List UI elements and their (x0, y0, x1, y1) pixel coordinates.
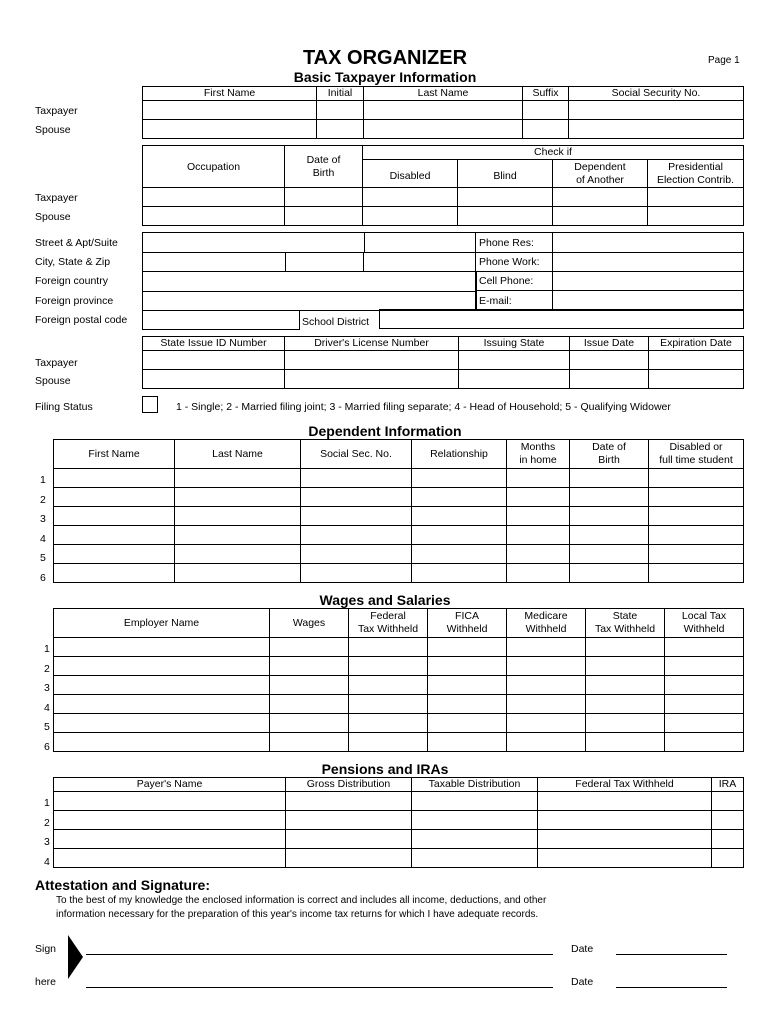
street-label: Street & Apt/Suite (35, 237, 118, 249)
row-number: 3 (44, 682, 50, 694)
header-text: Tax Withheld (594, 623, 656, 635)
wages-header-row (54, 609, 744, 638)
phone-res-field[interactable] (553, 233, 742, 251)
col-suffix: Suffix (523, 87, 569, 101)
signature-line-1[interactable] (86, 954, 553, 955)
city-label: City, State & Zip (35, 256, 111, 268)
header-text: Withheld (683, 623, 725, 635)
header-text: Date of (592, 441, 626, 453)
table-row (54, 488, 744, 507)
table-row (54, 469, 744, 488)
dob-line2: Birth (312, 166, 335, 179)
date-line-2[interactable] (616, 987, 727, 988)
dependent-line2: of Another (576, 173, 624, 186)
spouse-last-name-field[interactable] (364, 120, 523, 139)
foreign-postal-field[interactable] (142, 310, 300, 330)
table-row (54, 695, 744, 714)
header-text: full time student (659, 454, 733, 466)
table-row (54, 792, 744, 811)
row-number: 4 (40, 532, 46, 545)
taxpayer-issue-date-field[interactable] (570, 351, 649, 370)
taxpayer-initial-field[interactable] (317, 101, 364, 120)
taxpayer-disabled-field[interactable] (363, 188, 458, 207)
header-text: FICA (455, 610, 479, 622)
dependents-header-col-6 (649, 440, 744, 469)
row-number: 1 (44, 797, 50, 809)
header-text: Tax Withheld (357, 623, 419, 635)
foreign-country-label: Foreign country (35, 275, 108, 287)
street-field[interactable] (142, 232, 365, 253)
attestation-title: Attestation and Signature: (35, 877, 211, 893)
state-field[interactable] (284, 252, 364, 272)
col-issue-date: Issue Date (570, 337, 649, 351)
filing-status-label: Filing Status (35, 401, 93, 413)
col-issuing-state: Issuing State (459, 337, 570, 351)
wages-header-col-6 (665, 609, 744, 638)
row-label-taxpayer-3: Taxpayer (35, 357, 78, 369)
row-number: 1 (44, 643, 50, 655)
spouse-issuing-state-field[interactable] (459, 370, 570, 389)
col-presidential (648, 160, 744, 188)
table-row (54, 657, 744, 676)
header-text: IRA (718, 778, 737, 790)
foreign-postal-label: Foreign postal code (35, 314, 128, 326)
row-label-spouse: Spouse (35, 124, 71, 136)
date-label-2: Date (571, 976, 594, 988)
spouse-disabled-field[interactable] (363, 207, 458, 226)
pensions-header-col-2 (412, 778, 538, 792)
header-text: Birth (598, 454, 620, 466)
spouse-ssn-field[interactable] (569, 120, 744, 139)
wages-header-col-2 (349, 609, 428, 638)
header-text: Disabled or (669, 441, 723, 453)
spouse-issue-date-field[interactable] (570, 370, 649, 389)
table-row (54, 638, 744, 657)
row-number: 3 (44, 836, 50, 848)
dependent-line1: Dependent (574, 160, 626, 173)
header-text: Social Sec. No. (320, 447, 392, 460)
filing-status-box[interactable] (142, 396, 158, 413)
table-row (54, 676, 744, 695)
row-number: 2 (44, 662, 50, 675)
table-row (54, 507, 744, 526)
dependents-title: Dependent Information (308, 423, 462, 439)
taxpayer-expiration-field[interactable] (649, 351, 744, 370)
signature-line-2[interactable] (86, 987, 553, 988)
zip-field[interactable] (363, 252, 476, 272)
row-number: 1 (40, 474, 46, 486)
taxpayer-last-name-field[interactable] (364, 101, 523, 120)
phone-work-field[interactable] (553, 253, 742, 271)
header-text: Federal (370, 610, 406, 622)
filing-status-options: 1 - Single; 2 - Married filing joint; 3 - Married filing separate; 4 - Head of Household; 5 - Qualifying Widower (176, 401, 671, 413)
id-table (142, 336, 744, 389)
header-text: Payer's Name (136, 778, 203, 790)
row-label-spouse-2: Spouse (35, 211, 71, 223)
header-text: Relationship (430, 447, 488, 460)
row-number: 4 (44, 855, 50, 868)
header-text: State (612, 610, 638, 622)
col-last-name: Last Name (364, 87, 523, 101)
pensions-header-col-3 (538, 778, 712, 792)
wages-header-col-0 (54, 609, 270, 638)
row-number: 5 (40, 552, 46, 564)
school-district-field[interactable] (379, 309, 744, 329)
presidential-line1: Presidential (668, 160, 723, 173)
attestation-line-2: information necessary for the preparation of this year's income tax returns for which I have adequate records. (56, 909, 539, 920)
date-line-1[interactable] (616, 954, 727, 955)
page-title: TAX ORGANIZER (302, 47, 468, 69)
page-number: Page 1 (708, 55, 740, 66)
table-row (54, 564, 744, 583)
header-text: First Name (88, 447, 140, 460)
header-text: Medicare (524, 610, 568, 622)
header-text: Gross Distribution (306, 778, 391, 790)
col-initial: Initial (317, 87, 364, 101)
table-row (54, 733, 744, 752)
pensions-header-col-4 (712, 778, 744, 792)
check-if-header: Check if (363, 146, 744, 160)
table-row (54, 526, 744, 545)
wages-header-col-4 (507, 609, 586, 638)
spouse-initial-field[interactable] (317, 120, 364, 139)
school-district-label: School District (302, 316, 370, 328)
dependents-header-col-2 (301, 440, 412, 469)
taxpayer-state-id-field[interactable] (143, 351, 285, 370)
row-number: 2 (44, 816, 50, 829)
col-blind: Blind (458, 160, 553, 188)
taxpayer-occupation-field[interactable] (143, 188, 285, 207)
header-text: Withheld (446, 623, 488, 635)
taxpayer-issuing-state-field[interactable] (459, 351, 570, 370)
dependents-table (53, 439, 744, 583)
header-text: Months (520, 441, 556, 453)
dependents-header-col-0 (54, 440, 175, 469)
phone-work-label: Phone Work: (479, 256, 540, 268)
wages-title: Wages and Salaries (319, 592, 451, 608)
header-text: Last Name (212, 447, 263, 460)
row-label-taxpayer: Taxpayer (35, 105, 78, 117)
dependents-header-col-5 (570, 440, 649, 469)
wages-table (53, 608, 744, 752)
spouse-blind-field[interactable] (458, 207, 553, 226)
table-row (54, 545, 744, 564)
taxpayer-suffix-field[interactable] (523, 101, 569, 120)
row-label-spouse-3: Spouse (35, 375, 71, 387)
row-number: 5 (44, 721, 50, 733)
taxpayer-dependent-field[interactable] (553, 188, 648, 207)
pensions-header-col-0 (54, 778, 286, 792)
row-number: 3 (40, 513, 46, 525)
sign-label: Sign (35, 943, 57, 955)
pensions-title: Pensions and IRAs (321, 761, 449, 777)
spouse-presidential-field[interactable] (648, 207, 744, 226)
pensions-header-col-1 (286, 778, 412, 792)
taxpayer-presidential-field[interactable] (648, 188, 744, 207)
spouse-license-field[interactable] (285, 370, 459, 389)
spouse-state-id-field[interactable] (143, 370, 285, 389)
taxpayer-license-field[interactable] (285, 351, 459, 370)
wages-header-col-1 (270, 609, 349, 638)
cell-phone-field[interactable] (553, 272, 742, 290)
dob-line1: Date of (306, 153, 341, 166)
spouse-suffix-field[interactable] (523, 120, 569, 139)
col-ssn: Social Security No. (569, 87, 744, 101)
header-text: Withheld (525, 623, 567, 635)
attestation-line-1: To the best of my knowledge the enclosed information is correct and includes all income, deductions, and other (56, 895, 547, 906)
header-text: Federal Tax Withheld (575, 778, 674, 790)
col-disabled: Disabled (363, 160, 458, 188)
dependents-header-row (54, 440, 744, 469)
col-first-name: First Name (143, 87, 317, 101)
row-number: 6 (44, 740, 50, 753)
taxpayer-dob-field[interactable] (285, 188, 363, 207)
col-state-id: State Issue ID Number (143, 337, 285, 351)
date-label-1: Date (571, 943, 594, 955)
phone-res-label: Phone Res: (479, 237, 534, 249)
dependents-header-col-3 (412, 440, 507, 469)
personal-info-table (142, 145, 744, 226)
row-number: 4 (44, 701, 50, 714)
foreign-province-label: Foreign province (35, 295, 114, 307)
header-text: Local Tax (681, 610, 727, 622)
row-label-taxpayer-2: Taxpayer (35, 192, 78, 204)
table-row (54, 849, 744, 868)
pensions-table (53, 777, 744, 868)
cell-phone-label: Cell Phone: (479, 275, 534, 287)
row-number: 6 (40, 571, 46, 584)
spouse-first-name-field[interactable] (143, 120, 317, 139)
section-basic-title: Basic Taxpayer Information (293, 69, 477, 85)
table-row (54, 714, 744, 733)
spouse-dependent-field[interactable] (553, 207, 648, 226)
basic-info-table (142, 86, 744, 139)
spouse-expiration-field[interactable] (649, 370, 744, 389)
col-drivers-license: Driver's License Number (285, 337, 459, 351)
wages-header-col-3 (428, 609, 507, 638)
col-occupation: Occupation (143, 146, 285, 188)
foreign-province-field[interactable] (142, 291, 477, 311)
pensions-header-row (54, 778, 744, 792)
taxpayer-blind-field[interactable] (458, 188, 553, 207)
col-expiration-date: Expiration Date (649, 337, 744, 351)
table-row (54, 830, 744, 849)
col-dob (285, 146, 363, 188)
city-field[interactable] (142, 252, 286, 272)
header-text: in home (519, 454, 557, 466)
taxpayer-first-name-field[interactable] (143, 101, 317, 120)
header-text: Wages (292, 616, 326, 629)
apt-field[interactable] (363, 232, 476, 253)
dependents-header-col-1 (175, 440, 301, 469)
taxpayer-ssn-field[interactable] (569, 101, 744, 120)
header-text: Employer Name (123, 616, 200, 629)
foreign-country-field[interactable] (142, 272, 477, 292)
presidential-line2: Election Contrib. (656, 173, 735, 186)
sign-arrow-icon (66, 935, 84, 979)
table-row (54, 811, 744, 830)
email-field[interactable] (553, 291, 742, 309)
header-text: Taxable Distribution (428, 778, 521, 790)
spouse-occupation-field[interactable] (143, 207, 285, 226)
row-number: 2 (40, 493, 46, 506)
col-dependent (553, 160, 648, 188)
dependents-header-col-4 (507, 440, 570, 469)
email-label: E-mail: (479, 295, 512, 307)
wages-header-col-5 (586, 609, 665, 638)
here-label: here (35, 976, 57, 988)
spouse-dob-field[interactable] (285, 207, 363, 226)
